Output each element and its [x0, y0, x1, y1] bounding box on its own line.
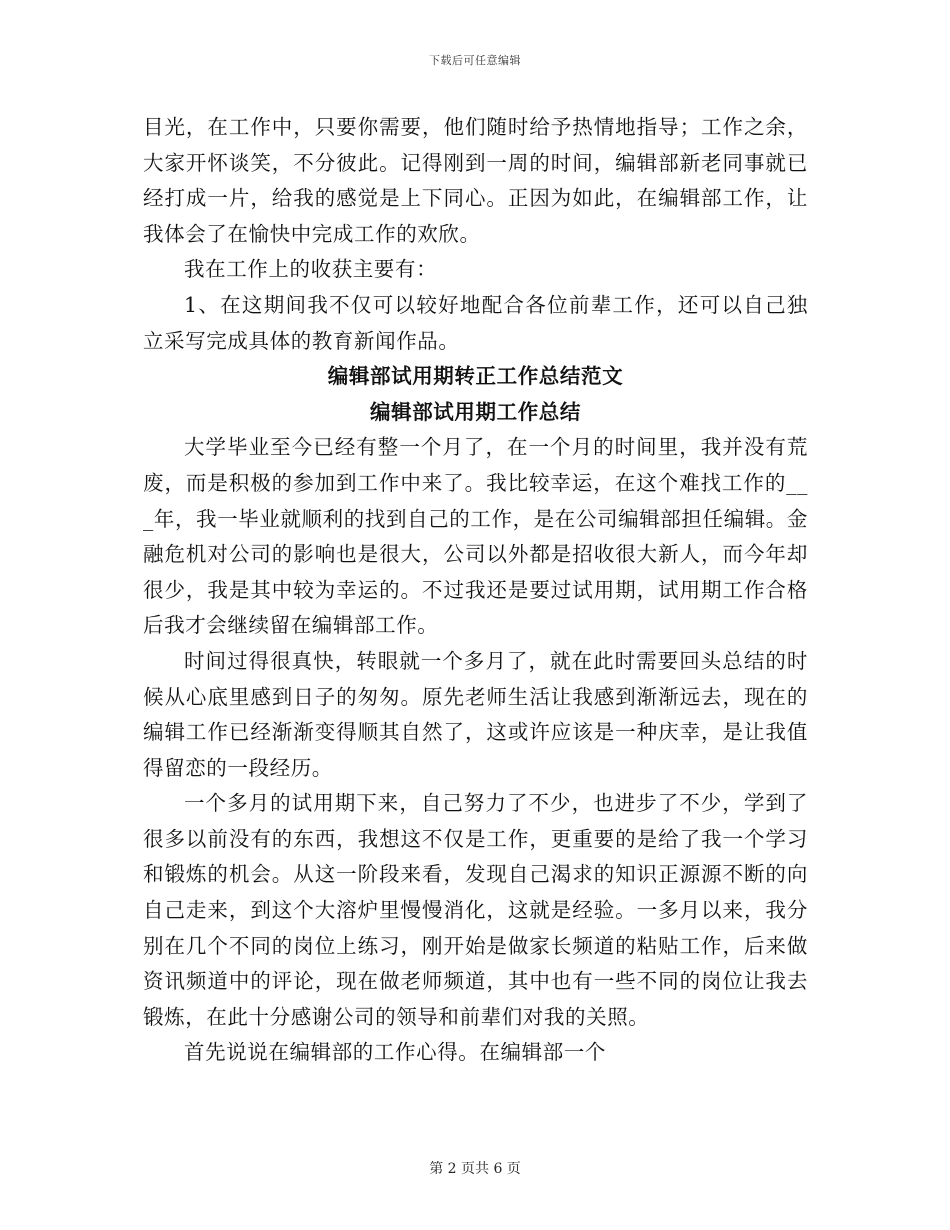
section-title: 编辑部试用期转正工作总结范文 — [327, 364, 624, 389]
page-content — [143, 110, 808, 1071]
paragraph-probation: 一个多月的试用期下来，自己努力了不少，也进步了不少，学到了很多以前没有的东西，我想这不仅是工作，更重要的是给了我一个学习和锻炼的机会。从这一阶段来看，发现自己渴求的知识正源源不断的向自己走来，到这个大溶炉里慢慢消化，这就是经验。一多月以来，我分别在几个不同的岗位上练习，刚开始是做家长频道的粘贴工作，后来做资讯频道中的评论，现在做老师频道，其中也有一些不同的岗位让我去锻炼，在此十分感谢公司的领导和前辈们对我的关照。 — [143, 791, 808, 1029]
paragraph-continued: 目光，在工作中，只要你需要，他们随时给予热情地指导；工作之余，大家开怀谈笑，不分彼此。记得刚到一周的时间，编辑部新老同事就已经打成一片，给我的感觉是上下同心。正因为如此，在编辑部工作，让我体会了在愉快中完成工作的欢欣。 — [143, 115, 808, 246]
page-header: 下载后可任意编辑 — [429, 54, 521, 67]
paragraph-intro: 大学毕业至今已经有整一个月了，在一个月的时间里，我并没有荒废，而是积极的参加到工作中来了。我比较幸运，在这个难找工作的___年，我一毕业就顺利的找到自己的工作，是在公司编辑部担任编辑。金融危机对公司的影响也是很大，公司以外都是招收很大新人，而今年却很少，我是其中较为幸运的。不过我还是要过试用期，试用期工作合格后我才会继续留在编辑部工作。 — [143, 435, 808, 638]
page-footer: 第 2 页共 6 页 — [429, 1161, 521, 1177]
paragraph-time: 时间过得很真快，转眼就一个多月了，就在此时需要回头总结的时候从心底里感到日子的匆匆。原先老师生活让我感到渐渐远去，现在的编辑工作已经渐渐变得顺其自然了，这或许应该是一种庆幸，是让我值得留恋的一段经历。 — [143, 648, 808, 780]
paragraph-first: 首先说说在编辑部的工作心得。在编辑部一个 — [184, 1040, 606, 1065]
section-subtitle: 编辑部试用期工作总结 — [370, 399, 581, 424]
paragraph-gains-intro: 我在工作上的收获主要有： — [184, 257, 438, 282]
paragraph-gain-item-1: 1、在这期间我不仅可以较好地配合各位前辈工作，还可以自己独立采写完成具体的教育新闻作品。 — [143, 292, 808, 353]
